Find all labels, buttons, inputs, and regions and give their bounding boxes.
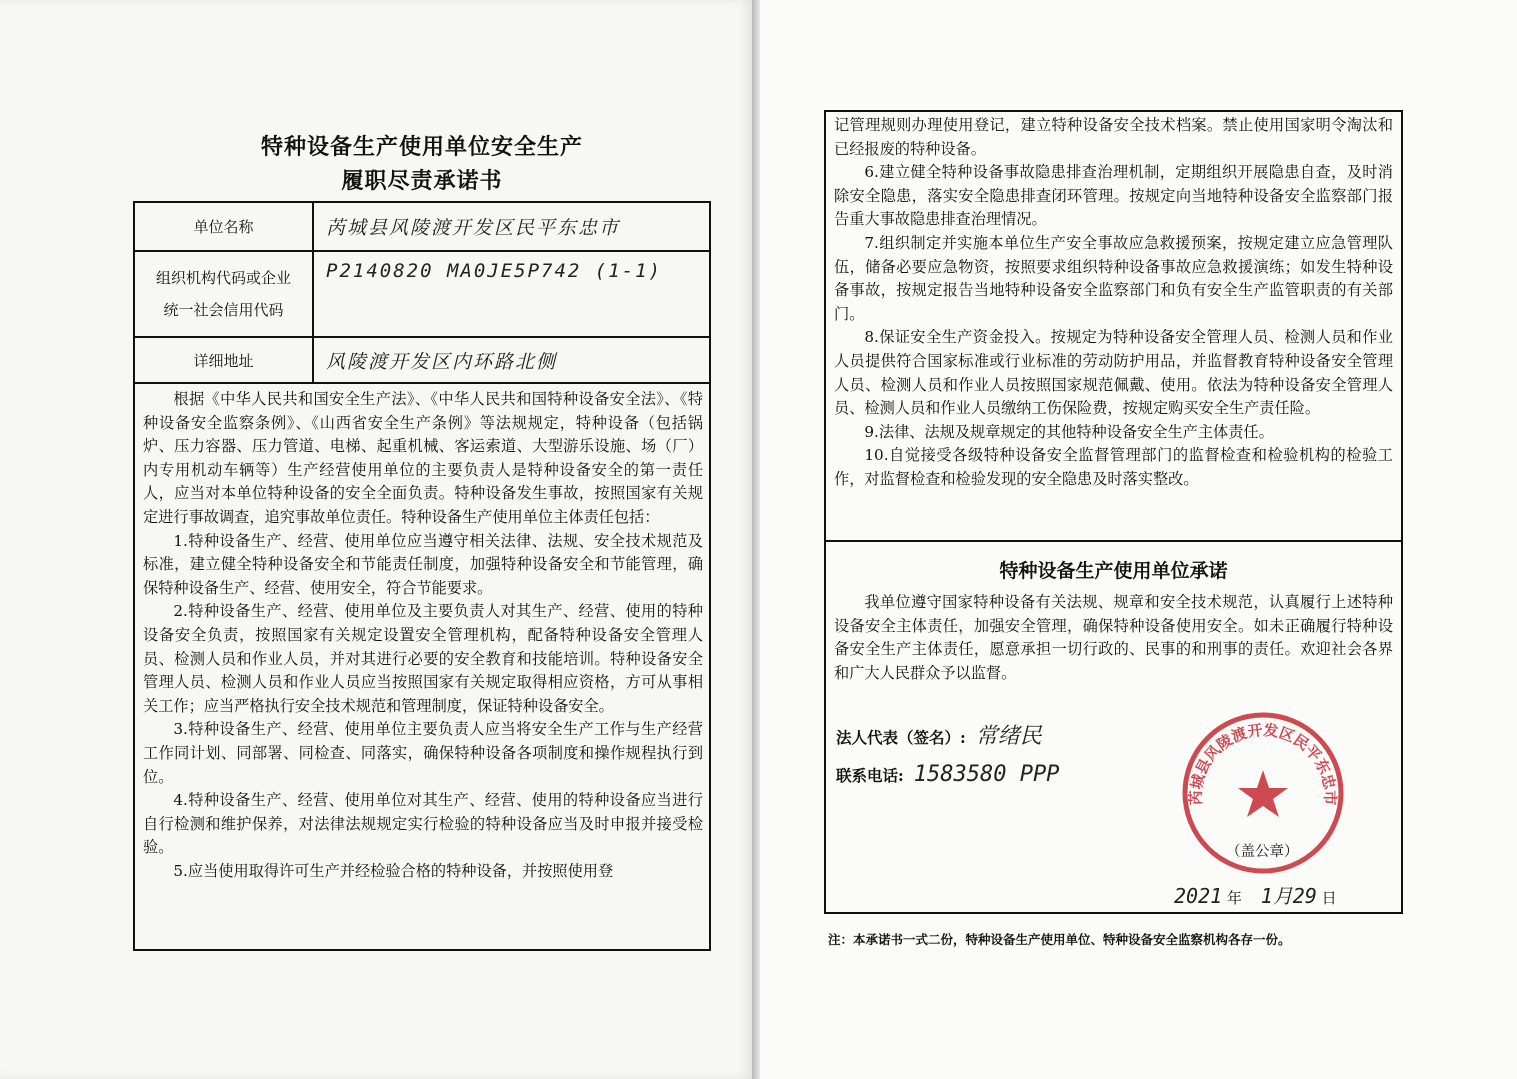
right-duty-list: [826, 112, 1401, 542]
left-content-box: [133, 201, 711, 951]
left-body-text: [135, 384, 709, 883]
credit-code-row: [135, 251, 709, 337]
phone-label: 联系电话:: [836, 766, 904, 785]
unit-name-value: 芮城县风陵渡开发区民平东忠市: [313, 203, 709, 251]
legal-rep-row: [836, 719, 1042, 750]
credit-code-label-line2: 统一社会信用代码: [163, 301, 284, 319]
credit-code-label: [135, 251, 313, 337]
duty-item-2: 2.特种设备生产、经营、使用单位及主要负责人对其生产、经营、使用的特种设备安全负责，按照国家有关规定设置安全管理机构，配备特种设备安全管理人员、检测人员和作业人员，并对其进行必要的安全教育和技能培训。特种设备安全管理人员、检测人员和作业人员应当按照国家有关规定取得相应资格，方可从事相关工作；应当严格执行安全技术规范和管理制度，保证特种设备安全。: [143, 602, 703, 715]
unit-name-row: [135, 203, 709, 251]
credit-code-label-line1: 组织机构代码或企业: [155, 269, 291, 287]
duty-item-8: 8.保证安全生产资金投入。按规定为特种设备安全管理人员、检测人员和作业人员提供符合国家标准或行业标准的劳动防护用品，并监督教育特种设备安全管理人员、检测人员和作业人员按照国家规范佩戴、使用。依法为特种设备安全管理人员、检测人员和作业人员缴纳工伤保险费，按规定购买安全生产责任险。: [834, 328, 1393, 418]
seal-star-icon: [1238, 770, 1288, 817]
duty-item-5: 5.应当使用取得许可生产并经检验合格的特种设备，并按照使用登: [173, 861, 614, 880]
doc-title-line2: 履职尽责承诺书: [341, 169, 503, 194]
date-year: 2021: [1174, 884, 1223, 908]
duty-item-9: 9.法律、法规及规章规定的其他特种设备安全生产主体责任。: [864, 422, 1274, 441]
phone-row: [836, 762, 1059, 787]
credit-code-value: P2140820 MA0JE5P742 (1-1): [313, 251, 709, 337]
pledge-paragraph: 我单位遵守国家特种设备有关法规、规章和安全技术规范，认真履行上述特种设备安全主体责任，加强安全管理，确保特种设备使用安全。如未正确履行特种设备安全生产主体责任，愿意承担一切行政的、民事的和刑事的责任。欢迎社会各界和广大人民群众予以监督。: [834, 593, 1393, 682]
duty-item-3: 3.特种设备生产、经营、使用单位主要负责人应当将安全生产工作与生产经营工作同计划、同部署、同检查、同落实，确保特种设备各项制度和操作规程执行到位。: [143, 720, 703, 786]
date-day-unit: 日: [1321, 889, 1337, 907]
official-seal-stamp: [1178, 708, 1348, 878]
legal-rep-signature: 常绪民: [975, 724, 1042, 749]
phone-value: 1583580 PPP: [913, 762, 1060, 787]
duty-item-5-continued: 记管理规则办理使用登记，建立特种设备安全技术档案。禁止使用国家明令淘汰和已经报废的特种设备。: [834, 116, 1393, 158]
unit-info-table: [135, 203, 709, 384]
duty-item-10: 10.自觉接受各级特种设备安全监督管理部门的监督检查和检验机构的检验工作，对监督检查和检验发现的安全隐患及时落实整改。: [834, 446, 1393, 488]
pledge-text: [826, 591, 1401, 685]
unit-name-label: 单位名称: [135, 203, 313, 251]
book-fold: [752, 0, 760, 1079]
footnote: 注：本承诺书一式二份，特种设备生产使用单位、特种设备安全监察机构各存一份。: [828, 932, 1291, 947]
address-row: [135, 337, 709, 383]
doc-title-line1: 特种设备生产使用单位安全生产: [260, 135, 583, 160]
duty-item-4: 4.特种设备生产、经营、使用单位对其生产、经营、使用的特种设备应当进行自行检测和维护保养，对法律法规规定实行检验的特种设备应当及时申报并接受检验。: [143, 791, 703, 857]
sign-date: [1174, 880, 1337, 909]
date-year-unit: 年: [1226, 889, 1242, 907]
seal-label: （盖公章）: [1226, 844, 1299, 860]
intro-paragraph: 根据《中华人民共和国安全生产法》、《中华人民共和国特种设备安全法》、《特种设备安全监察条例》、《山西省安全生产条例》等法规规定，特种设备（包括锅炉、压力容器、压力管道、电梯、起重机械、客运索道、大型游乐设施、场（厂）内专用机动车辆等）生产经营使用单位的主要负责人是特种设备安全的第一责任人，应当对本单位特种设备的安全全面负责。特种设备发生事故，按照国家有关规定进行事故调查，追究事故单位责任。特种设备生产使用单位主体责任包括：: [143, 390, 703, 526]
duty-item-1: 1.特种设备生产、经营、使用单位应当遵守相关法律、法规、安全技术规范及标准，建立健全特种设备安全和节能责任制度，加强特种设备安全和节能管理，确保特种设备生产、经营、使用安全，符合节能要求。: [143, 531, 703, 597]
address-value: 风陵渡开发区内环路北侧: [313, 337, 709, 383]
seal-text-path: 芮城县风陵渡开发区民平东忠市: [1186, 721, 1340, 806]
address-label: 详细地址: [135, 337, 313, 383]
duty-item-7: 7.组织制定并实施本单位生产安全事故应急救援预案，按规定建立应急管理队伍，储备必要应急物资，按照要求组织特种设备事故应急救援演练；如发生特种设备事故，按规定报告当地特种设备安全监察部门和负有安全生产监管职责的有关部门。: [834, 233, 1393, 323]
legal-rep-label: 法人代表（签名）:: [836, 728, 966, 747]
duty-item-6: 6.建立健全特种设备事故隐患排查治理机制，定期组织开展隐患自查，及时消除安全隐患，落实安全隐患排查闭环管理。按规定向当地特种设备安全监察部门报告重大事故隐患排查治理情况。: [834, 163, 1393, 229]
pledge-title: 特种设备生产使用单位承诺: [999, 560, 1228, 582]
date-month-day: 1月29: [1260, 884, 1317, 908]
